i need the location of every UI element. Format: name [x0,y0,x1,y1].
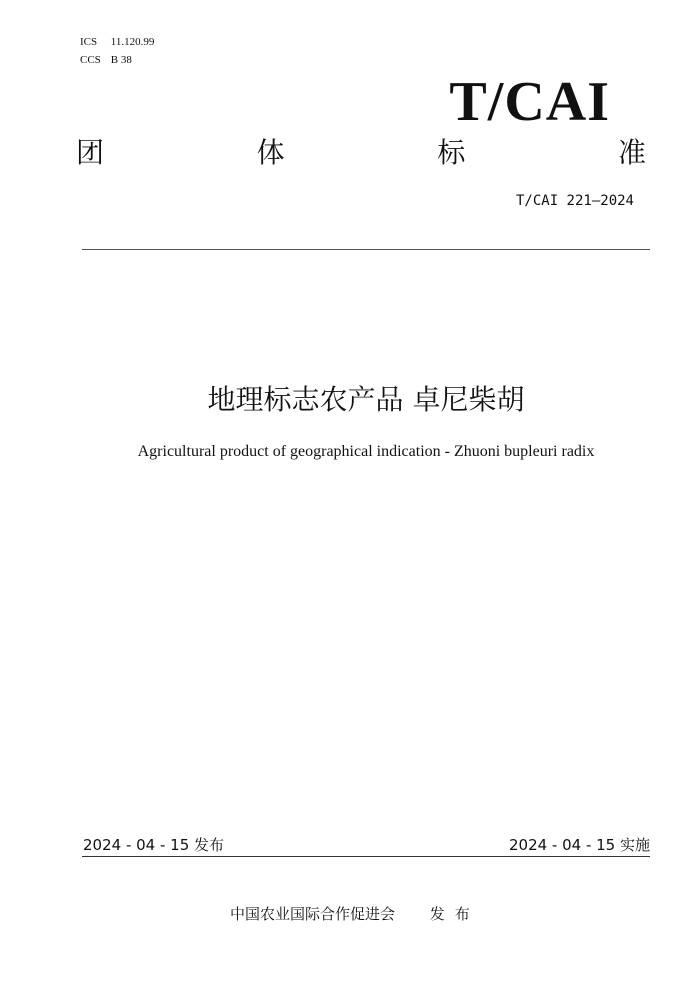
publisher-line [230,904,480,924]
ics-classification [80,35,154,49]
ics-code: 11.120.99 [110,36,155,48]
publish-action: 发布 [429,905,480,923]
issue-date: 2024 - 04 - 15 发布 [83,836,225,854]
standard-type-char: 准 [617,136,646,169]
ccs-label: CCS [80,54,101,66]
title-english: Agricultural product of geographical indication - Zhuoni bupleuri radix [137,443,595,460]
standard-type-heading [76,136,646,170]
standard-number: T/CAI 221—2024 [515,193,634,209]
ccs-code: B 38 [110,54,132,66]
ccs-classification [80,53,132,67]
footer-divider [82,856,650,857]
implementation-date: 2024 - 04 - 15 实施 [508,836,650,854]
standard-type-char: 体 [256,136,285,169]
standard-type-char: 团 [76,136,105,169]
title-chinese: 地理标志农产品 卓尼柴胡 [207,383,525,416]
standard-type-char: 标 [437,136,466,169]
tcai-logo: T/CAI [449,71,610,133]
ics-label: ICS [80,36,98,48]
header-divider [82,249,650,250]
publisher-name: 中国农业国际合作促进会 [230,905,396,923]
